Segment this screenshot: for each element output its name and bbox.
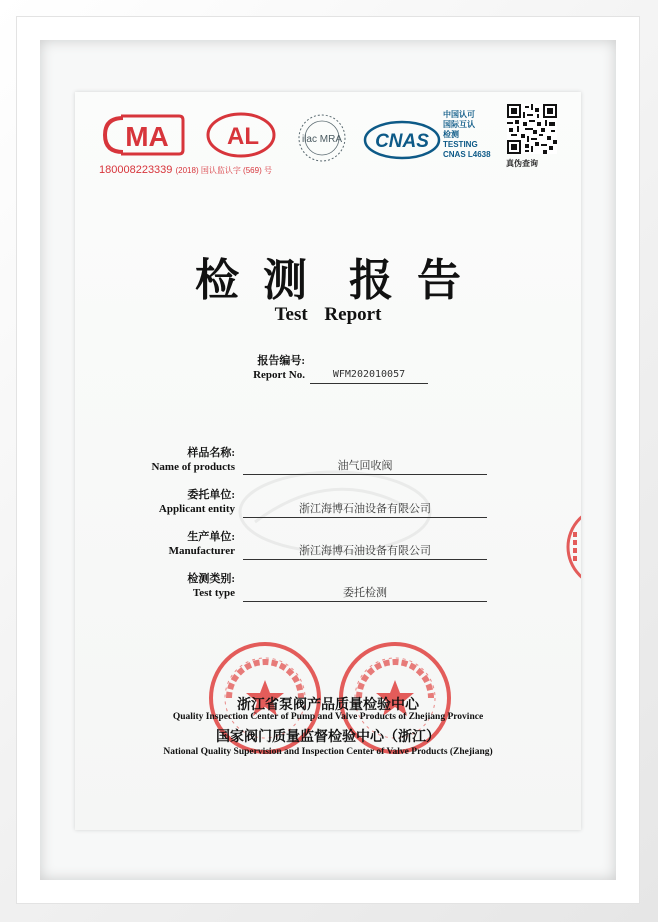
cnas-logo <box>363 120 441 160</box>
test-report-document <box>75 92 581 830</box>
title-char: 检 <box>195 255 239 306</box>
cnas-line: CNAS L4638 <box>443 150 491 159</box>
cnas-accreditation-text <box>443 110 491 160</box>
label-en: Applicant entity <box>158 503 235 515</box>
svg-text:MA: MA <box>125 121 169 152</box>
cnas-line: TESTING <box>443 140 478 149</box>
report-no-value: WFM202010057 <box>310 367 428 384</box>
org-name-cn-1: 浙江省泵阀产品质量检验中心 <box>237 697 419 713</box>
title-char: 测 <box>263 255 307 306</box>
report-no-label <box>175 354 305 382</box>
label-en: Name of products <box>151 461 235 473</box>
product-name-value: 油气回收阀 <box>243 458 487 475</box>
org-name-en-2: National Quality Supervision and Inspection Center of Valve Products (Zhejiang) <box>163 747 493 757</box>
field-label-test-type <box>115 572 235 600</box>
label-en: Test type <box>192 587 235 599</box>
cnas-line: 国际互认 <box>443 120 475 129</box>
org-name-cn-2: 国家阀门质量监督检验中心（浙江） <box>216 729 440 745</box>
report-no-label-cn: 报告编号: <box>257 355 305 367</box>
manufacturer-value: 浙江海博石油设备有限公司 <box>243 543 487 560</box>
test-type-value: 委托检测 <box>243 585 487 602</box>
ilac-mra-logo <box>289 112 359 164</box>
cal-logo <box>205 110 277 160</box>
org-name-en-1: Quality Inspection Center of Pump and Valve Products of Zhejiang Province <box>172 712 484 722</box>
title-char: 告 <box>417 255 461 306</box>
field-label-applicant <box>115 488 235 516</box>
qr-caption: 真伪查询 <box>506 159 538 168</box>
svg-text:AL: AL <box>227 123 259 150</box>
field-label-product-name <box>115 446 235 474</box>
svg-text:CNAS: CNAS <box>375 131 429 152</box>
cma-logo <box>101 112 185 158</box>
label-cn: 生产单位: <box>187 531 235 543</box>
report-no-label-en: Report No. <box>253 369 305 381</box>
svg-text:ilac MRA: ilac MRA <box>301 134 343 145</box>
applicant-value: 浙江海博石油设备有限公司 <box>243 501 487 518</box>
label-en: Manufacturer <box>168 545 235 557</box>
cnas-line: 中国认可 <box>443 110 475 119</box>
cert-number-suffix: (2018) 国认监认字 (569) 号 <box>175 166 272 175</box>
red-seal-stamp-edge <box>553 502 581 592</box>
cert-number: 180008223339 (2018) 国认监认字 (569) 号 <box>99 164 272 176</box>
label-cn: 检测类别: <box>187 573 235 585</box>
report-title-en: Test Report <box>274 304 382 325</box>
label-cn: 样品名称: <box>187 447 235 459</box>
qr-code[interactable] <box>507 104 557 154</box>
field-label-manufacturer <box>115 530 235 558</box>
report-title-cn <box>75 244 581 308</box>
cnas-line: 检测 <box>443 130 459 139</box>
title-char: 报 <box>349 255 393 306</box>
label-cn: 委托单位: <box>187 489 235 501</box>
